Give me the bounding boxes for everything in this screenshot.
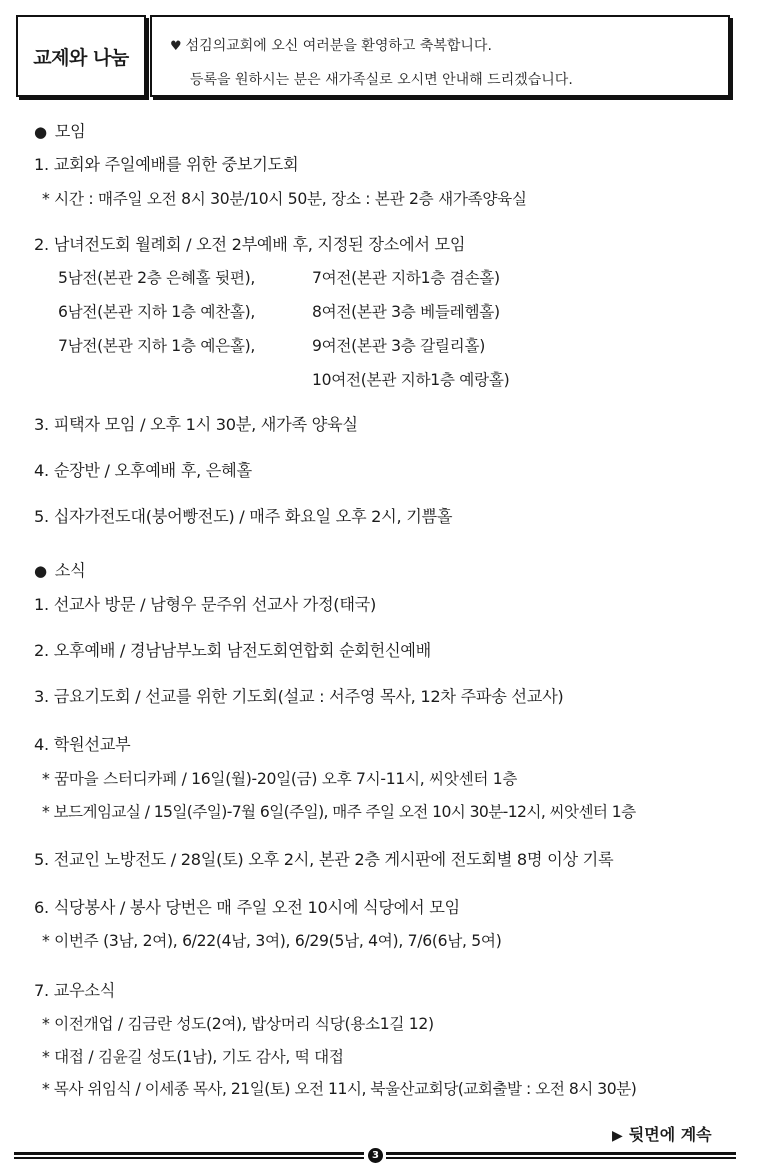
header [16, 15, 728, 97]
list-item: 2. 오후예배 / 경남남부노회 남전도회연합회 순회헌신예배 [34, 641, 431, 660]
footer [14, 1148, 736, 1164]
list-item: * 꿈마을 스터디카페 / 16일(월)-20일(금) 오후 7시-11시, 씨앗센터 1층 [42, 770, 518, 788]
welcome-line-1 [170, 35, 492, 55]
list-item: * 이전개업 / 김금란 성도(2여), 밥상머리 식당(용소1길 12) [42, 1015, 434, 1033]
list-item: 3. 피택자 모임 / 오후 1시 30분, 새가족 양육실 [34, 415, 358, 434]
play-triangle-icon: ▶ [612, 1128, 623, 1144]
list-item: 5. 십자가전도대(붕어빵전도) / 매주 화요일 오후 2시, 기쁨홀 [34, 507, 453, 526]
welcome-line-2: 등록을 원하시는 분은 새가족실로 오시면 안내해 드리겠습니다. [190, 72, 573, 88]
list-item: 7남전(본관 지하 1층 예은홀), [58, 337, 256, 355]
list-item: * 시간 : 매주일 오전 8시 30분/10시 50분, 장소 : 본관 2층 새가족양육실 [42, 190, 527, 208]
list-item: * 보드게임교실 / 15일(주일)-7월 6일(주일), 매주 주일 오전 10시 30분-12시, 씨앗센터 1층 [42, 803, 636, 821]
divider [14, 1152, 364, 1159]
list-item: 7. 교우소식 [34, 981, 116, 1000]
section-heading-meetings: ● 모임 [34, 122, 86, 141]
list-item: 5남전(본관 2층 은혜홀 뒷편), [58, 269, 256, 287]
list-item: * 이번주 (3남, 2여), 6/22(4남, 3여), 6/29(5남, 4여), 7/6(6남, 5여) [42, 932, 502, 950]
page-number: 3 [368, 1148, 383, 1163]
list-item: 9여전(본관 3층 갈릴리홀) [312, 337, 485, 355]
bullet-icon: ● [34, 123, 47, 141]
page-title: 교제와 나눔 [16, 15, 146, 97]
list-item: 8여전(본관 3층 베들레헴홀) [312, 303, 500, 321]
heart-icon: ♥ [170, 39, 182, 54]
welcome-box [150, 15, 730, 97]
list-item: 3. 금요기도회 / 선교를 위한 기도회(설교 : 서주영 목사, 12차 주파송 선교사) [34, 687, 564, 706]
list-item: 6남전(본관 지하 1층 예찬홀), [58, 303, 256, 321]
list-item: 1. 선교사 방문 / 남형우 문주위 선교사 가정(태국) [34, 595, 377, 614]
continued-note: ▶ 뒷면에 계속 [612, 1125, 712, 1144]
list-item: * 목사 위임식 / 이세종 목사, 21일(토) 오전 11시, 북울산교회당(교회출발 : 오전 8시 30분) [42, 1080, 637, 1098]
list-item: 4. 학원선교부 [34, 735, 131, 754]
welcome-text-1: 섬김의교회에 오신 여러분을 환영하고 축복합니다. [185, 38, 492, 54]
list-item: * 대접 / 김윤길 성도(1남), 기도 감사, 떡 대접 [42, 1048, 344, 1066]
list-item: 7여전(본관 지하1층 겸손홀) [312, 269, 500, 287]
bullet-icon: ● [34, 562, 47, 580]
list-item: 10여전(본관 지하1층 예랑홀) [312, 371, 510, 389]
section-heading-news: ● 소식 [34, 561, 86, 580]
divider [386, 1152, 736, 1159]
list-item: 4. 순장반 / 오후예배 후, 은혜홀 [34, 461, 252, 480]
list-item: 2. 남녀전도회 월례회 / 오전 2부예배 후, 지정된 장소에서 모임 [34, 235, 466, 254]
list-item: 5. 전교인 노방전도 / 28일(토) 오후 2시, 본관 2층 게시판에 전도회별 8명 이상 기록 [34, 850, 614, 869]
list-item: 1. 교회와 주일예배를 위한 중보기도회 [34, 155, 299, 174]
list-item: 6. 식당봉사 / 봉사 당번은 매 주일 오전 10시에 식당에서 모임 [34, 898, 460, 917]
